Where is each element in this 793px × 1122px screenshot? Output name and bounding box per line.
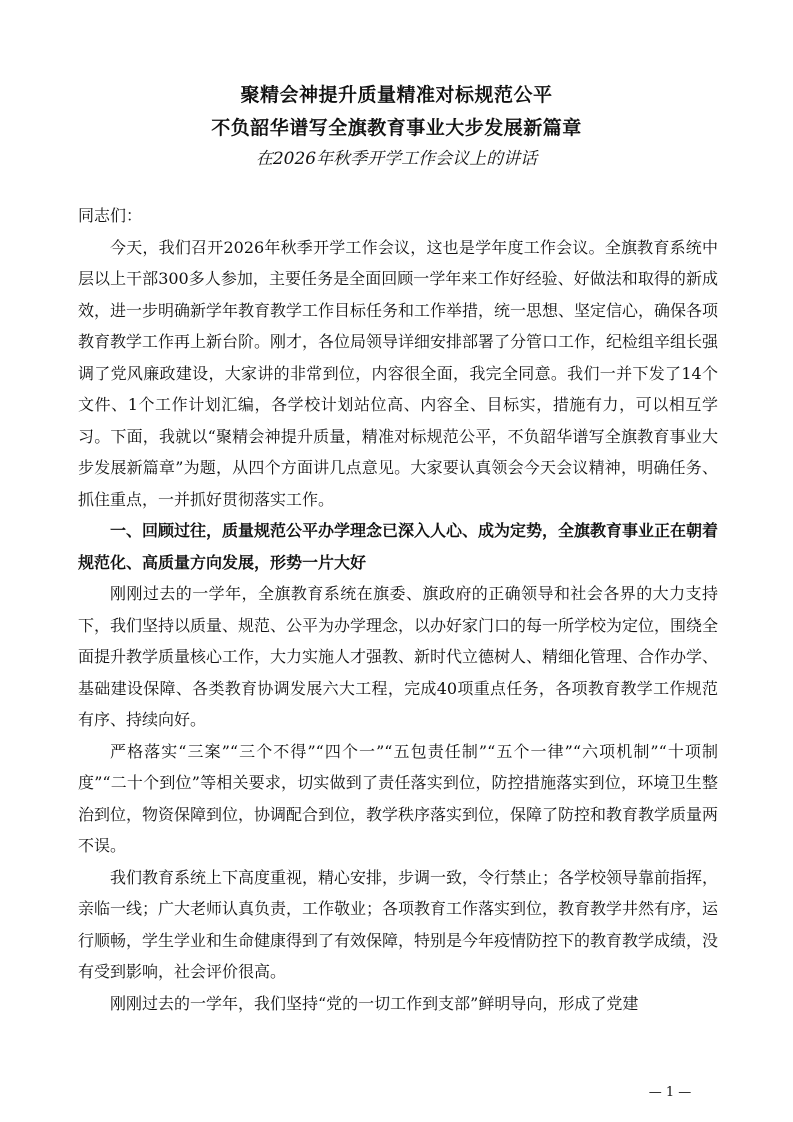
document-body xyxy=(78,200,718,1019)
document-title-line-1: 聚精会神提升质量精准对标规范公平 xyxy=(240,84,553,106)
document-title-line-2: 不负韶华谱写全旗教育事业大步发展新篇章 xyxy=(211,117,582,139)
section-paragraph-4: 刚刚过去的一学年，我们坚持“党的一切工作到支部”鲜明导向，形成了党建 xyxy=(110,993,639,1013)
page-number: — 1 — xyxy=(648,1085,692,1100)
section-paragraph-2: 严格落实“三案”“三个不得”“四个一”“五包责任制”“五个一律”“六项机制”“十项制度”“二十个到位”等相关要求，切实做到了责任落实到位，防控措施落实到位，环境卫生整治到位，物资保障到位，协调配合到位，教学秩序落实到位，保障了防控和教育教学质量两不误。 xyxy=(78,741,719,855)
salutation: 同志们： xyxy=(78,206,143,225)
section-paragraph-3: 我们教育系统上下高度重视，精心安排，步调一致，令行禁止；各学校领导靠前指挥，亲临一线；广大老师认真负责，工作敬业；各项教育工作落实到位，教育教学井然有序，运行顺畅，学生学业和生命健康得到了有效保障，特别是今年疫情防控下的教育教学成绩，没有受到影响，社会评价很高。 xyxy=(78,867,719,981)
section-heading-1: 一、回顾过往，质量规范公平办学理念已深入人心、成为定势，全旗教育事业正在朝着规范化、高质量方向发展，形势一片大好 xyxy=(78,521,719,572)
document-subtitle: 在2026年秋季开学工作会议上的讲话 xyxy=(255,149,538,169)
section-paragraph-1: 刚刚过去的一学年，全旗教育系统在旗委、旗政府的正确领导和社会各界的大力支持下，我们坚持以质量、规范、公平为办学理念，以办好家门口的每一所学校为定位，围绕全面提升教学质量核心工作，大力实施人才强教、新时代立德树人、精细化管理、合作办学、基础建设保障、各类教育协调发展六大工程，完成40项重点任务，各项教育教学工作规范有序、持续向好。 xyxy=(78,584,719,729)
intro-paragraph: 今天，我们召开2026年秋季开学工作会议，这也是学年度工作会议。全旗教育系统中层以上干部300多人参加，主要任务是全面回顾一学年来工作好经验、好做法和取得的新成效，进一步明确新学年教育教学工作目标任务和工作举措，统一思想、坚定信心，确保各项教育教学工作再上新台阶。刚才，各位局领导详细安排部署了分管口工作，纪检组辛组长强调了党风廉政建设，大家讲的非常到位，内容很全面，我完全同意。我们一并下发了14个文件、1个工作计划汇编，各学校计划站位高、内容全、目标实，措施有力，可以相互学习。下面，我就以“聚精会神提升质量，精准对标规范公平，不负韶华谱写全旗教育事业大步发展新篇章”为题，从四个方面讲几点意见。大家要认真领会今天会议精神，明确任务、抓住重点，一并抓好贯彻落实工作。 xyxy=(78,237,719,509)
